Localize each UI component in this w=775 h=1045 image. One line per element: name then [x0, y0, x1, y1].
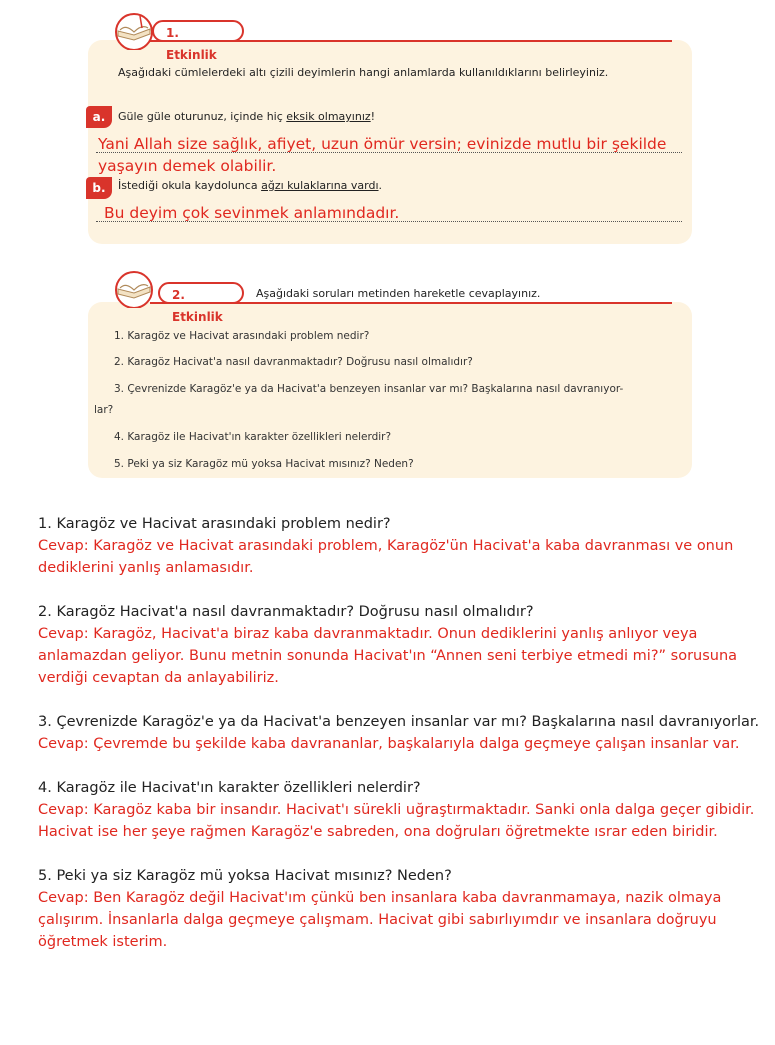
book-icon [110, 268, 158, 308]
answer-text: Cevap: Çevremde bu şekilde kaba davrananlar, başkalarıyla dalga geçmeye çalışan insanlar var. [38, 736, 740, 752]
item-a-answer-line1: Yani Allah size sağlık, afiyet, uzun ömür versin; evinizde mutlu bir şekilde [98, 135, 667, 153]
item-b-text: İstediği okula kaydolunca [118, 179, 262, 192]
activity2-question-cont: lar? [94, 404, 114, 416]
activity2-instruction: Aşağıdaki soruları metinden hareketle cevaplayınız. [256, 287, 541, 300]
answer-text: Cevap: Karagöz, Hacivat'a biraz kaba davranmaktadır. Onun dediklerini yanlış anlıyor veya anlamazdan geliyor. Bunu metnin sonunda Hacivat'ın “Annen seni terbiye etmedi mi?” sorusuna verdiği cevaptan da anlayabiliriz. [38, 626, 738, 686]
answer-text: Cevap: Karagöz kaba bir insandır. Hacivat'ı sürekli uğraştırmaktadır. Sanki onla dalga geçer gibidir. Hacivat ise her şeye rağmen Karagöz'e sabreden, ona doğruları öğretmekte ısrar eden biridir. [38, 802, 755, 840]
activity1-instruction: Aşağıdaki cümlelerdeki altı çizili deyimlerin hangi anlamlarda kullanıldıklarını belirleyiniz. [118, 66, 609, 79]
answer-block [38, 711, 760, 755]
answers-section [38, 513, 760, 975]
item-b-answer-line1: Bu deyim çok sevinmek anlamındadır. [104, 204, 400, 222]
answer-text: Cevap: Karagöz ve Hacivat arasındaki problem, Karagöz'ün Hacivat'a kaba davranması ve onun dediklerini yanlış anlamasıdır. [38, 538, 734, 576]
answer-dotted-line [96, 221, 682, 222]
item-b-tag: b. [86, 177, 112, 199]
book-icon [110, 10, 158, 50]
answer-block [38, 777, 760, 843]
answer-question: 4. Karagöz ile Hacivat'ın karakter özellikleri nelerdir? [38, 780, 421, 796]
activity2-question: 5. Peki ya siz Karagöz mü yoksa Hacivat mısınız? Neden? [114, 458, 414, 470]
item-b-sentence [118, 179, 382, 192]
activity2-question: 4. Karagöz ile Hacivat'ın karakter özellikleri nelerdir? [114, 431, 392, 443]
item-a-idiom: eksik olmayınız [286, 110, 371, 123]
answer-question: 5. Peki ya siz Karagöz mü yoksa Hacivat mısınız? Neden? [38, 868, 452, 884]
activity2-question: 2. Karagöz Hacivat'a nasıl davranmaktadır? Doğrusu nasıl olmalıdır? [114, 356, 473, 368]
answer-question: 1. Karagöz ve Hacivat arasındaki problem nedir? [38, 516, 391, 532]
answer-block [38, 513, 760, 579]
item-a-text: Güle güle oturunuz, içinde hiç [118, 110, 287, 123]
item-a-answer-line2: yaşayın demek olabilir. [98, 157, 277, 175]
answer-question: 3. Çevrenizde Karagöz'e ya da Hacivat'a benzeyen insanlar var mı? Başkalarına nasıl davranıyorlar. [38, 714, 760, 730]
activity2-title: 2. Etkinlik [158, 282, 244, 304]
answer-question: 2. Karagöz Hacivat'a nasıl davranmaktadır? Doğrusu nasıl olmalıdır? [38, 604, 534, 620]
answer-block [38, 865, 760, 953]
answer-block [38, 601, 760, 689]
item-b-end: . [378, 179, 383, 192]
activity2-question: 3. Çevrenizde Karagöz'e ya da Hacivat'a benzeyen insanlar var mı? Başkalarına nasıl davranıyor- [114, 383, 624, 395]
item-a-sentence [118, 110, 375, 123]
activity2-question: 1. Karagöz ve Hacivat arasındaki problem nedir? [114, 330, 370, 342]
answer-dotted-line [96, 152, 682, 153]
item-b-idiom: ağzı kulaklarına vardı [261, 179, 379, 192]
answer-text: Cevap: Ben Karagöz değil Hacivat'ım çünkü ben insanlara kaba davranmamaya, nazik olmaya çalışırım. İnsanlarla dalga geçmeye çalışmam. Hacivat gibi sabırlıyımdır ve insanlara doğruyu öğretmek isterim. [38, 890, 722, 950]
item-a-tag: a. [86, 106, 112, 128]
activity1-title: 1. Etkinlik [152, 20, 244, 42]
item-a-end: ! [370, 110, 376, 123]
